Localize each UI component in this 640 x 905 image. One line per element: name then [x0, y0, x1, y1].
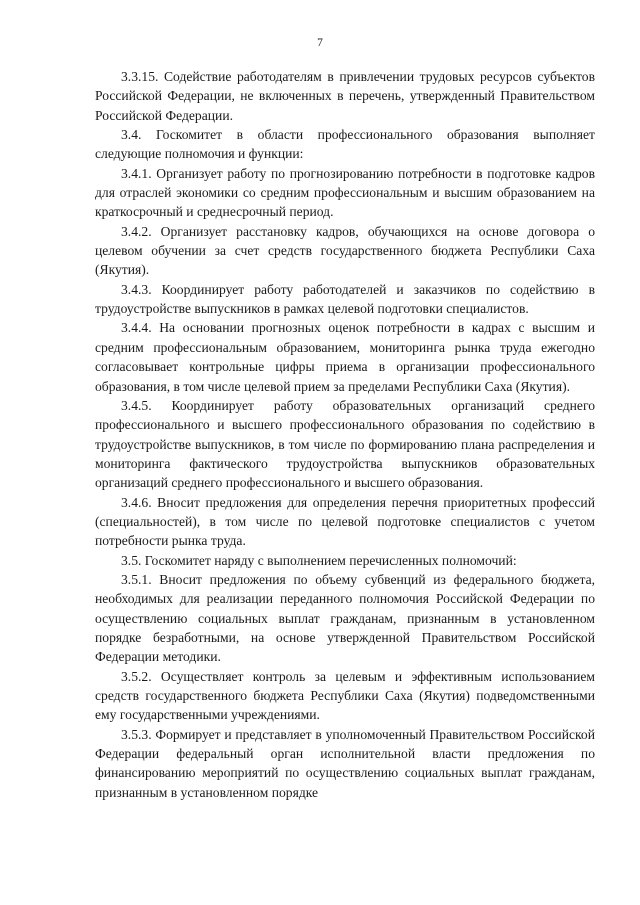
paragraph-3-3-15: 3.3.15. Содействие работодателям в привлечении трудовых ресурсов субъектов Российской Федерации, не включенных в перечень, утвержденный Правительством Российской Федерации. — [95, 69, 595, 123]
page-number: 7 — [317, 37, 323, 49]
paragraph-3-4-1: 3.4.1. Организует работу по прогнозированию потребности в подготовке кадров для отраслей экономики со средним профессиональным и высшим образованием на краткосрочный и среднесрочный период. — [95, 165, 595, 220]
paragraph-3-4-5: 3.4.5. Координирует работу образовательных организаций среднего профессионального и высшего профессионального образования по содействию в трудоустройстве выпускников, в том числе по формированию плана распределения и мониторинга фактического трудоустройства выпускников образовательных организаций среднего профессионального и высшего образования. — [95, 397, 595, 491]
paragraph-3-4-6: 3.4.6. Вносит предложения для определения перечня приоритетных профессий (специальностей), в том числе по целевой подготовке специалистов с учетом потребности рынка труда. — [95, 494, 595, 549]
paragraph-3-4-3: 3.4.3. Координирует работу работодателей и заказчиков по содействию в трудоустройстве выпускников в рамках целевой подготовки специалистов. — [95, 281, 595, 317]
paragraph-3-5-3: 3.5.3. Формирует и представляет в уполномоченный Правительством Российской Федерации федеральный орган исполнительной власти предложения по финансированию мероприятий по осуществлению социальных выплат гражданам, признанным в установленном порядке — [95, 726, 595, 800]
paragraph-3-4: 3.4. Госкомитет в области профессионального образования выполняет следующие полномочия и функции: — [95, 127, 595, 162]
paragraph-3-5-2: 3.5.2. Осуществляет контроль за целевым и эффективным использованием средств государственного бюджета Республики Саха (Якутия) подведомственными ему государственными учреждениями. — [95, 668, 595, 723]
paragraph-3-4-4: 3.4.4. На основании прогнозных оценок потребности в кадрах с высшим и средним профессиональным образованием, мониторинга рынка труда ежегодно согласовывает контрольные цифры приема в организации профессионального образования, в том числе целевой прием за пределами Республики Саха (Якутия). — [95, 320, 595, 394]
paragraph-3-4-2: 3.4.2. Организует расстановку кадров, обучающихся на основе договора о целевом обучении за счет средств государственного бюджета Республики Саха (Якутия). — [95, 223, 595, 278]
paragraph-3-5-1: 3.5.1. Вносит предложения по объему субвенций из федерального бюджета, необходимых для реализации переданного полномочия Российской Федерации по осуществлению социальных выплат гражданам, признанным в установленном порядке безработными, на основе утвержденной Правительством Российской Федерации методики. — [95, 571, 595, 665]
paragraph-3-5: 3.5. Госкомитет наряду с выполнением перечисленных полномочий: — [121, 552, 517, 568]
document-body — [95, 67, 595, 802]
